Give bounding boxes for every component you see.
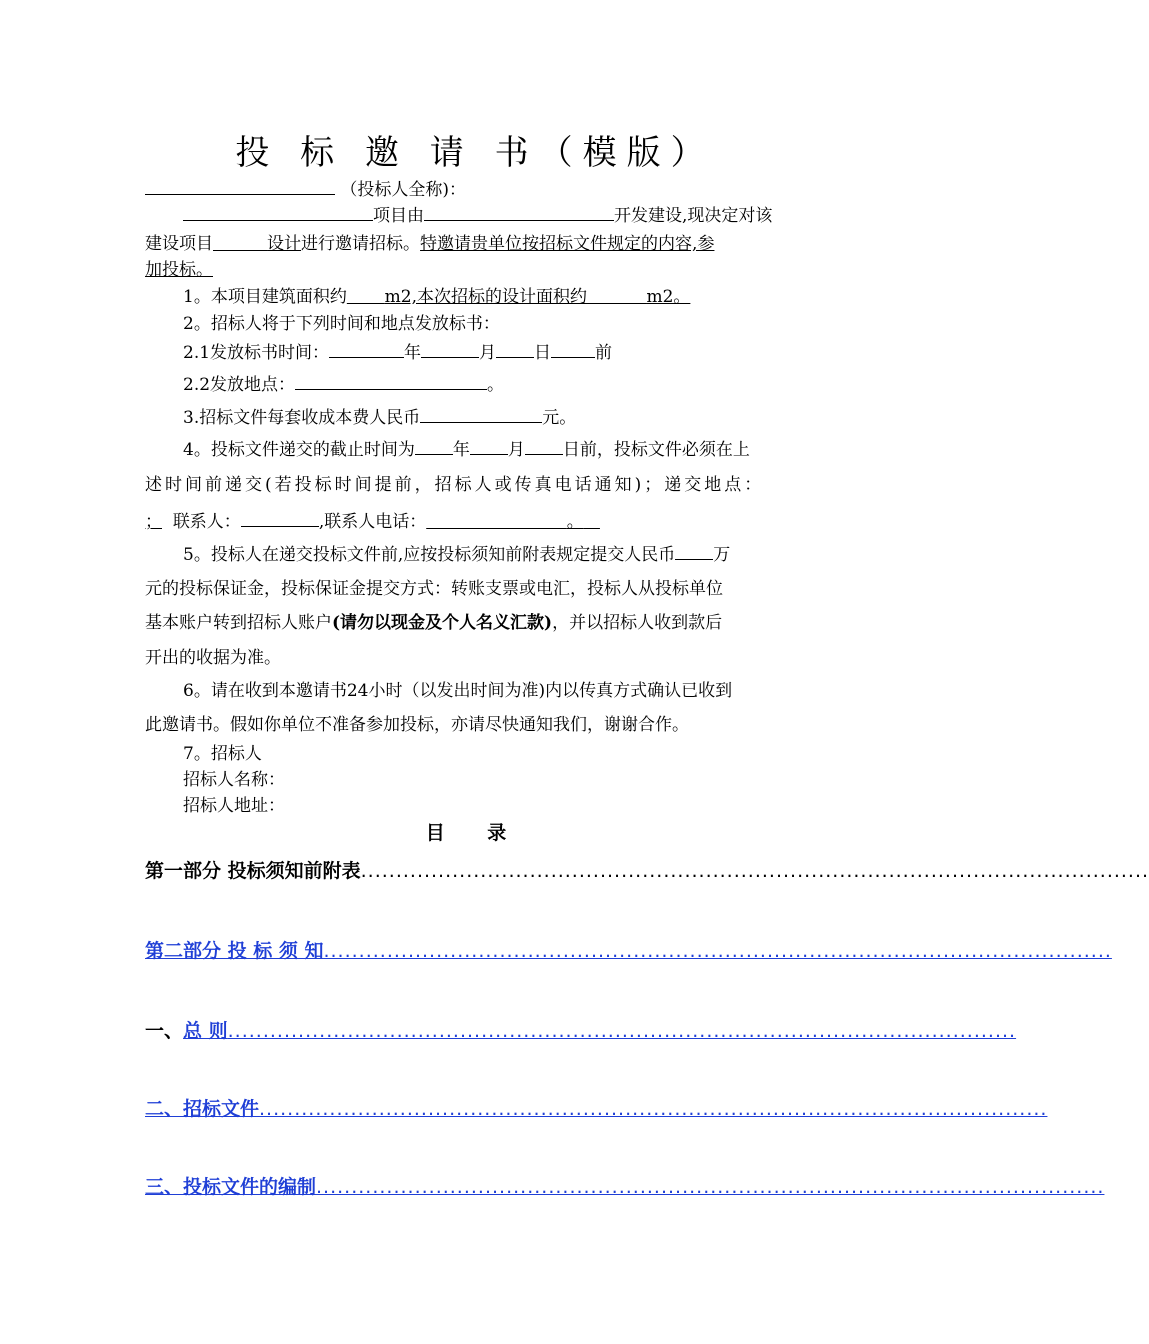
toc-entry-5[interactable]: 三、投标文件的编制................................................................................................................ — [145, 1176, 1105, 1198]
item-4-line-3: ； 联系人： ,联系人电话： 。 — [145, 507, 600, 532]
item-5-line-3: 基本账户转到招标人账户(请勿以现金及个人名义汇款)，并以招标人收到款后 — [145, 613, 723, 633]
item-5-line-4: 开出的收据为准。 — [145, 648, 281, 668]
toc-entry-2[interactable]: 第二部分 投 标 须 知................................................................................................................ — [145, 940, 1112, 962]
toc-title: 目 录 — [425, 822, 525, 844]
toc-entry-4[interactable]: 二、招标文件................................................................................................................ — [145, 1098, 1048, 1120]
item-6-line-1: 6。请在收到本邀请书24小时（以发出时间为准)内以传真方式确认已收到 — [183, 681, 733, 701]
item-6-line-2: 此邀请书。假如你单位不准备参加投标，亦请尽快通知我们，谢谢合作。 — [145, 715, 689, 735]
issuer-address-label: 招标人地址： — [183, 796, 285, 816]
item-7: 7。招标人 — [183, 744, 262, 764]
item-2-2: 2.2发放地点： 。 — [183, 370, 504, 395]
item-1: 1。本项目建筑面积约 m2,本次招标的设计面积约 m2。 — [183, 287, 691, 307]
salutation-line — [145, 175, 466, 200]
item-5-line-2: 元的投标保证金，投标保证金提交方式：转账支票或电汇，投标人从投标单位 — [145, 579, 723, 599]
blank-developer — [424, 202, 614, 221]
intro-line-2: 建设项目 设计进行邀请招标。特邀请贵单位按招标文件规定的内容,参 — [145, 234, 715, 254]
item-4-line-2: 述时间前递交(若投标时间提前，招标人或传真电话通知)；递交地点： — [145, 475, 765, 495]
item-3: 3.招标文件每套收成本费人民币 元。 — [183, 403, 576, 428]
salutation-text: （投标人全称)： — [340, 180, 467, 200]
item-4-line-1: 4。投标文件递交的截止时间为 年 月 日前，投标文件必须在上 — [183, 435, 750, 460]
blank-bidder-name — [145, 176, 335, 195]
toc-entry-3[interactable]: 一、总 则................................................................................................................ — [145, 1020, 1017, 1042]
page-title: 投 标 邀 请 书（模版） — [235, 133, 715, 173]
toc-entry-1: 第一部分 投标须知前附表................................................................................................................ — [145, 860, 1149, 882]
item-5-line-1: 5。投标人在递交投标文件前,应按投标须知前附表规定提交人民币 万 — [183, 540, 730, 565]
intro-line-1: 项目由 开发建设,现决定对该 — [183, 201, 772, 226]
item-2-1: 2.1发放标书时间： 年 月 日 前 — [183, 338, 612, 363]
intro-line-3: 加投标。 — [145, 260, 213, 280]
item-2: 2。招标人将于下列时间和地点发放标书： — [183, 314, 500, 334]
blank-project — [183, 202, 373, 221]
issuer-name-label: 招标人名称： — [183, 770, 285, 790]
